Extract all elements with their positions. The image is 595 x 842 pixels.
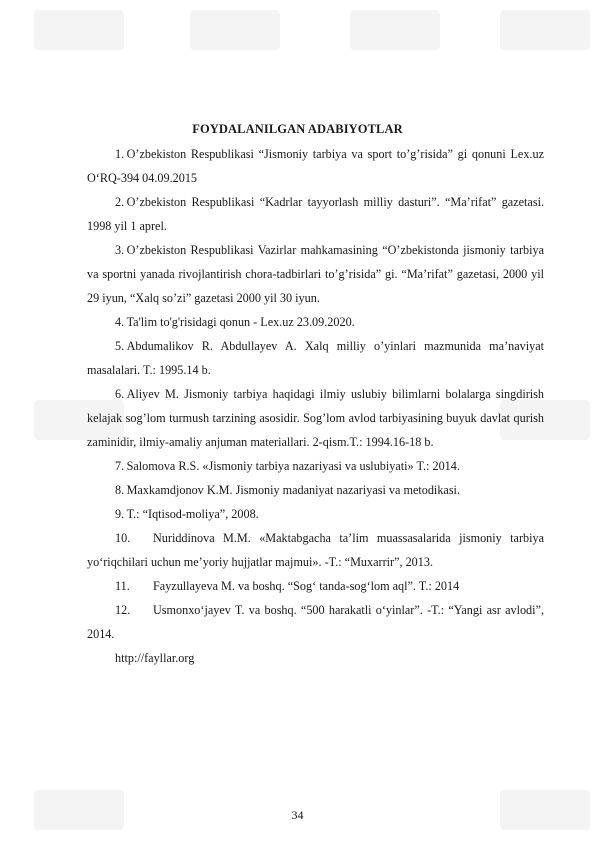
entry-text: Abdumalikov R. Abdullayev A. Xalq milliy o’yinlari mazmunida ma’naviyat masalalari. T.: 1995.14 b. xyxy=(87,339,544,377)
entry-text: Fayzullayeva M. va boshq. “Sog‘ tanda-sog‘lom aql”. T.: 2014 xyxy=(153,579,460,593)
bibliography-entry xyxy=(87,334,544,382)
entry-text: T.: “Iqtisod-moliya”, 2008. xyxy=(126,507,259,521)
bibliography-entry xyxy=(87,454,544,478)
watermark-mark xyxy=(500,10,590,50)
entry-number: 9. xyxy=(115,507,125,521)
bibliography-entry xyxy=(87,526,544,574)
entry-number: 8. xyxy=(115,483,125,497)
entry-text: Ta'lim to'g'risidagi qonun - Lex.uz 23.09.2020. xyxy=(126,315,355,329)
entry-number: 10. xyxy=(115,531,131,545)
entry-number: 5. xyxy=(115,339,125,353)
entry-number: 12. xyxy=(115,603,131,617)
bibliography-entry xyxy=(87,190,544,238)
entry-number: 7. xyxy=(115,459,125,473)
bibliography-entry xyxy=(87,238,544,310)
entry-text: Salomova R.S. «Jismoniy tarbiya nazariyasi va uslubiyati» T.: 2014. xyxy=(126,459,460,473)
entry-text: O’zbekiston Respublikasi “Jismoniy tarbiya va sport to’g’risida” gi qonuni Lex.uz O‘RQ-394 04.09.2015 xyxy=(87,147,544,185)
page-title: FOYDALANILGAN ADABIYOTLAR xyxy=(192,122,403,136)
page-number: 34 xyxy=(291,808,304,822)
bibliography-entry xyxy=(87,382,544,454)
entry-text: Usmonxo‘jayev T. va boshq. “500 harakatli o‘yinlar”. -T.: “Yangi asr avlodi”, 2014. xyxy=(87,603,544,641)
entry-number: 6. xyxy=(115,387,125,401)
watermark-mark xyxy=(190,10,280,50)
entry-number: 3. xyxy=(115,243,125,257)
bibliography-entry xyxy=(87,478,544,502)
entry-text: Aliyev M. Jismoniy tarbiya haqidagi ilmiy uslubiy bilimlarni bolalarga singdirish kelajak sog’lom turmush tarzining asosidir. Sog’lom avlod tarbiyasining buyuk davlat qurish zaminidir, ilmiy-amaliy anjuman materiallari. 2-qism.T.: 1994.16-18 b. xyxy=(87,387,544,449)
entry-text: Maxkamdjonov K.M. Jismoniy madaniyat nazariyasi va metodikasi. xyxy=(126,483,460,497)
bibliography-entry xyxy=(87,142,544,190)
watermark-mark xyxy=(34,10,124,50)
source-link[interactable]: http://fayllar.org xyxy=(115,651,195,665)
entry-text: O’zbekiston Respublikasi Vazirlar mahkamasining “O’zbekistonda jismoniy tarbiya va sportni yanada rivojlantirish chora-tadbirlari to’g’risida” gi. “Ma’rifat” gazetasi, 2000 yil 29 iyun, “Xalq so’zi” gazetasi 2000 yil 30 iyun. xyxy=(87,243,544,305)
bibliography-entry xyxy=(87,598,544,646)
entry-number: 4. xyxy=(115,315,125,329)
entry-number: 2. xyxy=(115,195,125,209)
entry-number: 1. xyxy=(115,147,125,161)
bibliography-entry xyxy=(87,310,544,334)
watermark-mark xyxy=(350,10,440,50)
entry-text: O’zbekiston Respublikasi “Kadrlar tayyorlash milliy dasturi”. “Ma’rifat” gazetasi. 1998 yil 1 aprel. xyxy=(87,195,544,233)
entry-text: Nuriddinova M.M. «Maktabgacha ta’lim muassasalarida jismoniy tarbiya yo‘riqchilari uchun me’yoriy hujjatlar majmui». -T.: “Muxarrir”, 2013. xyxy=(87,531,544,569)
bibliography-entry xyxy=(87,502,544,526)
entry-number: 11. xyxy=(115,579,130,593)
bibliography-list xyxy=(87,142,544,670)
bibliography-entry xyxy=(87,574,544,598)
